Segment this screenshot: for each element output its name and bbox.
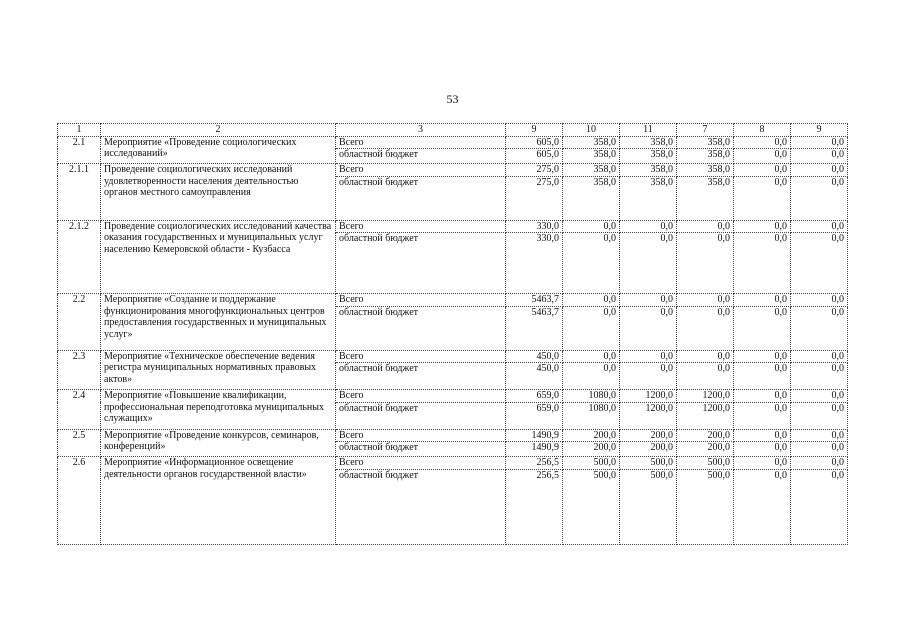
amount-cell: 500,0	[563, 457, 620, 470]
amount-cell: 0,0	[563, 294, 620, 307]
amount-cell: 605,0	[506, 136, 563, 149]
amount-cell: 358,0	[620, 176, 677, 220]
activity-name: Мероприятие «Повышение квалификации, профессиональная переподготовка муниципальных служащих»	[101, 390, 336, 430]
amount-cell: 1200,0	[620, 402, 677, 429]
activity-name: Мероприятие «Проведение социологических исследований»	[101, 136, 336, 164]
item-number: 2.1	[58, 136, 101, 164]
amount-cell: 358,0	[620, 164, 677, 177]
amount-cell: 0,0	[734, 233, 791, 294]
amount-cell: 0,0	[791, 363, 848, 390]
amount-cell: 358,0	[677, 176, 734, 220]
activity-name: Мероприятие «Создание и поддержание функционирования многофункциональных центров предоставления государственных и муниципальных услуг»	[101, 294, 336, 351]
funding-source: областной бюджет	[336, 149, 506, 164]
amount-cell: 0,0	[791, 457, 848, 470]
item-number: 2.3	[58, 350, 101, 390]
amount-cell: 500,0	[620, 469, 677, 544]
funding-source: Всего	[336, 164, 506, 177]
amount-cell: 0,0	[620, 306, 677, 350]
amount-cell: 330,0	[506, 233, 563, 294]
funding-source: Всего	[336, 220, 506, 233]
funding-source: областной бюджет	[336, 402, 506, 429]
table-header-row	[58, 124, 848, 137]
amount-cell: 0,0	[734, 220, 791, 233]
amount-cell: 0,0	[563, 306, 620, 350]
amount-cell: 0,0	[734, 363, 791, 390]
funding-source: областной бюджет	[336, 176, 506, 220]
amount-cell: 0,0	[734, 390, 791, 403]
amount-cell: 275,0	[506, 176, 563, 220]
table-row	[58, 164, 848, 177]
amount-cell: 0,0	[734, 469, 791, 544]
page-number: 53	[446, 92, 459, 106]
amount-cell: 450,0	[506, 350, 563, 363]
amount-cell: 358,0	[677, 136, 734, 149]
column-header: 2	[101, 124, 336, 137]
amount-cell: 0,0	[791, 164, 848, 177]
amount-cell: 500,0	[620, 457, 677, 470]
amount-cell: 256,5	[506, 469, 563, 544]
table-body	[58, 136, 848, 544]
amount-cell: 1080,0	[563, 402, 620, 429]
table-row	[58, 350, 848, 363]
amount-cell: 0,0	[734, 402, 791, 429]
item-number: 2.5	[58, 429, 101, 457]
amount-cell: 0,0	[734, 429, 791, 442]
amount-cell: 0,0	[791, 306, 848, 350]
amount-cell: 0,0	[791, 469, 848, 544]
amount-cell: 0,0	[791, 294, 848, 307]
amount-cell: 358,0	[563, 164, 620, 177]
amount-cell: 1200,0	[677, 402, 734, 429]
amount-cell: 0,0	[677, 306, 734, 350]
funding-source: Всего	[336, 350, 506, 363]
amount-cell: 0,0	[563, 233, 620, 294]
amount-cell: 605,0	[506, 149, 563, 164]
funding-source: Всего	[336, 457, 506, 470]
amount-cell: 0,0	[791, 136, 848, 149]
amount-cell: 200,0	[563, 429, 620, 442]
budget-table	[57, 123, 848, 545]
funding-source: областной бюджет	[336, 233, 506, 294]
column-header: 9	[791, 124, 848, 137]
activity-name: Проведение социологических исследований удовлетворенности населения деятельностью органов местного самоуправления	[101, 164, 336, 221]
amount-cell: 0,0	[677, 233, 734, 294]
amount-cell: 0,0	[791, 233, 848, 294]
amount-cell: 0,0	[677, 220, 734, 233]
table-row	[58, 457, 848, 470]
amount-cell: 659,0	[506, 402, 563, 429]
amount-cell: 330,0	[506, 220, 563, 233]
activity-name: Мероприятие «Проведение конкурсов, семинаров, конференций»	[101, 429, 336, 457]
table-row	[58, 429, 848, 442]
amount-cell: 0,0	[620, 350, 677, 363]
column-header: 9	[506, 124, 563, 137]
amount-cell: 0,0	[734, 149, 791, 164]
item-number: 2.1.2	[58, 220, 101, 294]
amount-cell: 0,0	[734, 442, 791, 457]
amount-cell: 0,0	[734, 164, 791, 177]
funding-source: областной бюджет	[336, 306, 506, 350]
funding-source: Всего	[336, 429, 506, 442]
amount-cell: 0,0	[563, 363, 620, 390]
amount-cell: 0,0	[791, 442, 848, 457]
table-row	[58, 294, 848, 307]
amount-cell: 450,0	[506, 363, 563, 390]
amount-cell: 358,0	[620, 136, 677, 149]
item-number: 2.2	[58, 294, 101, 351]
funding-source: Всего	[336, 136, 506, 149]
item-number: 2.4	[58, 390, 101, 430]
amount-cell: 0,0	[620, 233, 677, 294]
table-row	[58, 136, 848, 149]
funding-source: Всего	[336, 294, 506, 307]
column-header: 10	[563, 124, 620, 137]
funding-source: областной бюджет	[336, 363, 506, 390]
amount-cell: 275,0	[506, 164, 563, 177]
amount-cell: 0,0	[791, 390, 848, 403]
amount-cell: 200,0	[620, 429, 677, 442]
column-header: 8	[734, 124, 791, 137]
amount-cell: 0,0	[791, 220, 848, 233]
table-row	[58, 390, 848, 403]
amount-cell: 200,0	[677, 429, 734, 442]
amount-cell: 5463,7	[506, 306, 563, 350]
item-number: 2.1.1	[58, 164, 101, 221]
amount-cell: 5463,7	[506, 294, 563, 307]
column-header: 1	[58, 124, 101, 137]
amount-cell: 500,0	[563, 469, 620, 544]
table-row	[58, 220, 848, 233]
amount-cell: 358,0	[677, 164, 734, 177]
activity-name: Мероприятие «Техническое обеспечение ведения регистра муниципальных нормативных правовых актов»	[101, 350, 336, 390]
funding-source: Всего	[336, 390, 506, 403]
amount-cell: 0,0	[677, 363, 734, 390]
amount-cell: 659,0	[506, 390, 563, 403]
amount-cell: 0,0	[791, 350, 848, 363]
amount-cell: 0,0	[620, 363, 677, 390]
column-header: 3	[336, 124, 506, 137]
amount-cell: 0,0	[734, 457, 791, 470]
amount-cell: 358,0	[620, 149, 677, 164]
amount-cell: 1490,9	[506, 442, 563, 457]
amount-cell: 0,0	[677, 350, 734, 363]
amount-cell: 358,0	[563, 149, 620, 164]
amount-cell: 0,0	[677, 294, 734, 307]
amount-cell: 0,0	[734, 136, 791, 149]
amount-cell: 358,0	[563, 136, 620, 149]
amount-cell: 358,0	[563, 176, 620, 220]
amount-cell: 256,5	[506, 457, 563, 470]
amount-cell: 500,0	[677, 457, 734, 470]
item-number: 2.6	[58, 457, 101, 545]
amount-cell: 0,0	[620, 220, 677, 233]
amount-cell: 200,0	[563, 442, 620, 457]
amount-cell: 0,0	[734, 306, 791, 350]
amount-cell: 0,0	[563, 220, 620, 233]
amount-cell: 200,0	[677, 442, 734, 457]
amount-cell: 0,0	[734, 294, 791, 307]
amount-cell: 500,0	[677, 469, 734, 544]
amount-cell: 0,0	[791, 176, 848, 220]
column-header: 7	[677, 124, 734, 137]
amount-cell: 0,0	[734, 350, 791, 363]
amount-cell: 0,0	[563, 350, 620, 363]
amount-cell: 1490,9	[506, 429, 563, 442]
amount-cell: 0,0	[791, 429, 848, 442]
funding-source: областной бюджет	[336, 469, 506, 544]
amount-cell: 1080,0	[563, 390, 620, 403]
amount-cell: 358,0	[677, 149, 734, 164]
amount-cell: 0,0	[791, 149, 848, 164]
activity-name: Мероприятие «Информационное освещение деятельности органов государственной власти»	[101, 457, 336, 545]
amount-cell: 0,0	[791, 402, 848, 429]
activity-name: Проведение социологических исследований качества оказания государственных и муниципальных услуг населению Кемеровской области - Кузбасса	[101, 220, 336, 294]
amount-cell: 1200,0	[677, 390, 734, 403]
amount-cell: 200,0	[620, 442, 677, 457]
funding-source: областной бюджет	[336, 442, 506, 457]
amount-cell: 0,0	[620, 294, 677, 307]
column-header: 11	[620, 124, 677, 137]
amount-cell: 0,0	[734, 176, 791, 220]
amount-cell: 1200,0	[620, 390, 677, 403]
